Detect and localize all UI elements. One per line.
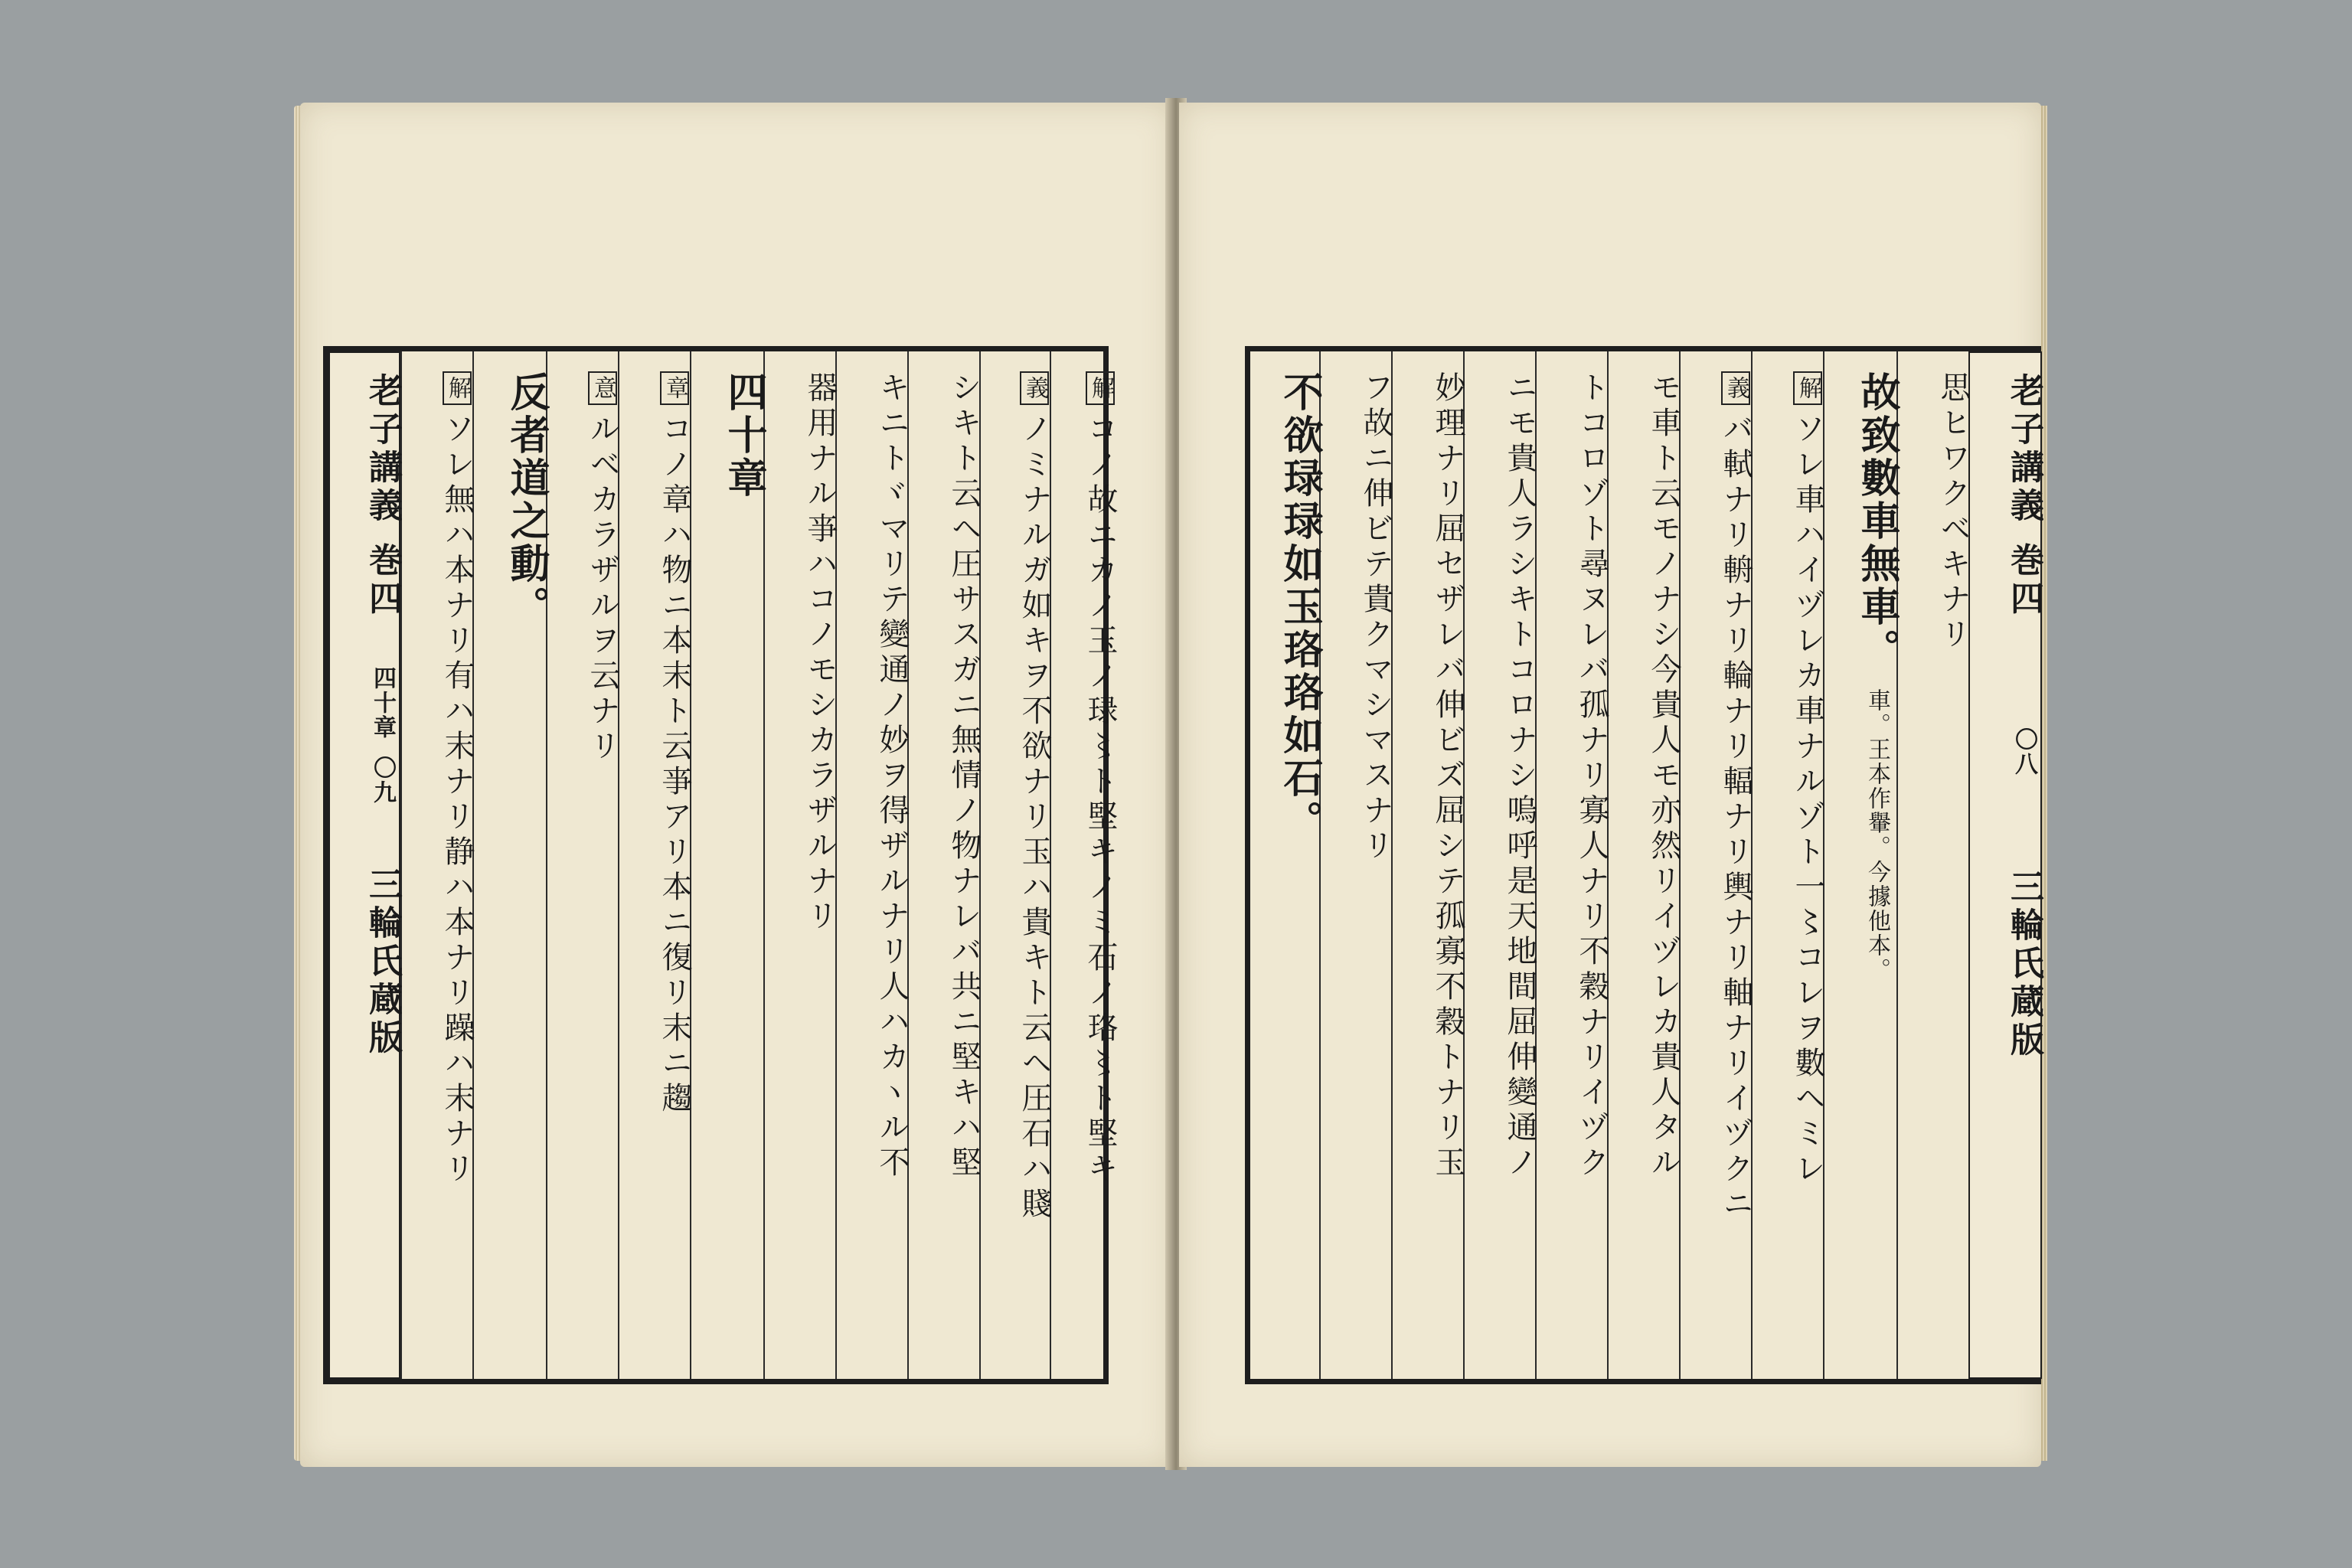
left-print-frame xyxy=(323,346,1118,1384)
text-column: 器用ナル亊ハコノモシカラザルナリ xyxy=(763,351,835,1379)
shoi-tag: 意 xyxy=(588,371,617,405)
kaigi-tag: 解 xyxy=(1793,371,1822,405)
shoi-tag: 章 xyxy=(660,371,689,405)
text-column: 解ソレ車ハイヅレカ車ナルゾト一〻コレヲ數ヘミレ xyxy=(1751,351,1823,1379)
text-column: 解ソレ無ハ本ナリ有ハ末ナリ静ハ本ナリ躁ハ末ナリ xyxy=(400,351,472,1379)
scripture-line: 不欲琭琭如玉珞珞如石。 xyxy=(1276,371,1323,843)
text-column: キニトヾマリテ變通ノ妙ヲ得ザルナリ人ハカヽル不 xyxy=(835,351,907,1379)
kaigi-tag: 解 xyxy=(1086,371,1115,405)
kaigi-tag: 義 xyxy=(1721,371,1750,405)
kaigi-tag: 解 xyxy=(443,371,472,405)
text-column: ニモ貴人ラシキトコロナシ嗚呼是天地間屈伸變通ノ xyxy=(1463,351,1535,1379)
text-column: モ車ト云モノナシ今貴人モ亦然リイヅレカ貴人タル xyxy=(1607,351,1679,1379)
text-column: 義ノミナルガ如キヲ不欲ナリ玉ハ貴キト云ヘ圧石ハ賤 xyxy=(979,351,1050,1379)
open-book xyxy=(300,98,2044,1470)
scripture-note: 車。王本作轝。今據他本。 xyxy=(1864,688,1890,983)
text-column: 章コノ章ハ物ニ本末ト云亊アリ本ニ復リ末ニ趨 xyxy=(618,351,690,1379)
text-column: 義バ軾ナリ輈ナリ輪ナリ輻ナリ輿ナリ軸ナリイヅクニ xyxy=(1679,351,1751,1379)
text-column: 思ヒワクベキナリ xyxy=(1896,351,1968,1379)
right-margin-column: 老子講義 巻四 〇八 三輪氏蔵版 xyxy=(1968,351,2042,1379)
scripture-line: 故致數車無車。 車。王本作轝。今據他本。 xyxy=(1823,351,1896,1379)
left-page xyxy=(300,103,1173,1467)
text-column: 妙理ナリ屈セザレバ伸ビズ屈シテ孤寡不穀トナリ玉 xyxy=(1391,351,1463,1379)
text-column: シキト云ヘ圧サスガニ無情ノ物ナレバ共ニ堅キハ堅 xyxy=(907,351,979,1379)
chapter-heading: 四十章 xyxy=(690,351,763,1379)
text-column: フ故ニ伸ビテ貴クマシマスナリ xyxy=(1319,351,1391,1379)
scripture-line: 反者道之動。 xyxy=(472,351,546,1379)
text-column: 解コノ故ニカノ玉ノ琭〻ト堅キノミ石ノ珞〻ト堅キ xyxy=(1050,351,1116,1379)
text-column: トコロゾト尋ヌレバ孤ナリ寡人ナリ不穀ナリイヅク xyxy=(1535,351,1607,1379)
left-margin-column: 老子講義 巻四 四十章 〇九 三輪氏蔵版 xyxy=(328,351,400,1379)
kaigi-tag: 義 xyxy=(1020,371,1049,405)
right-page xyxy=(1179,103,2041,1467)
right-print-frame xyxy=(1245,346,2041,1384)
text-column: 意ルベカラザルヲ云ナリ xyxy=(546,351,618,1379)
